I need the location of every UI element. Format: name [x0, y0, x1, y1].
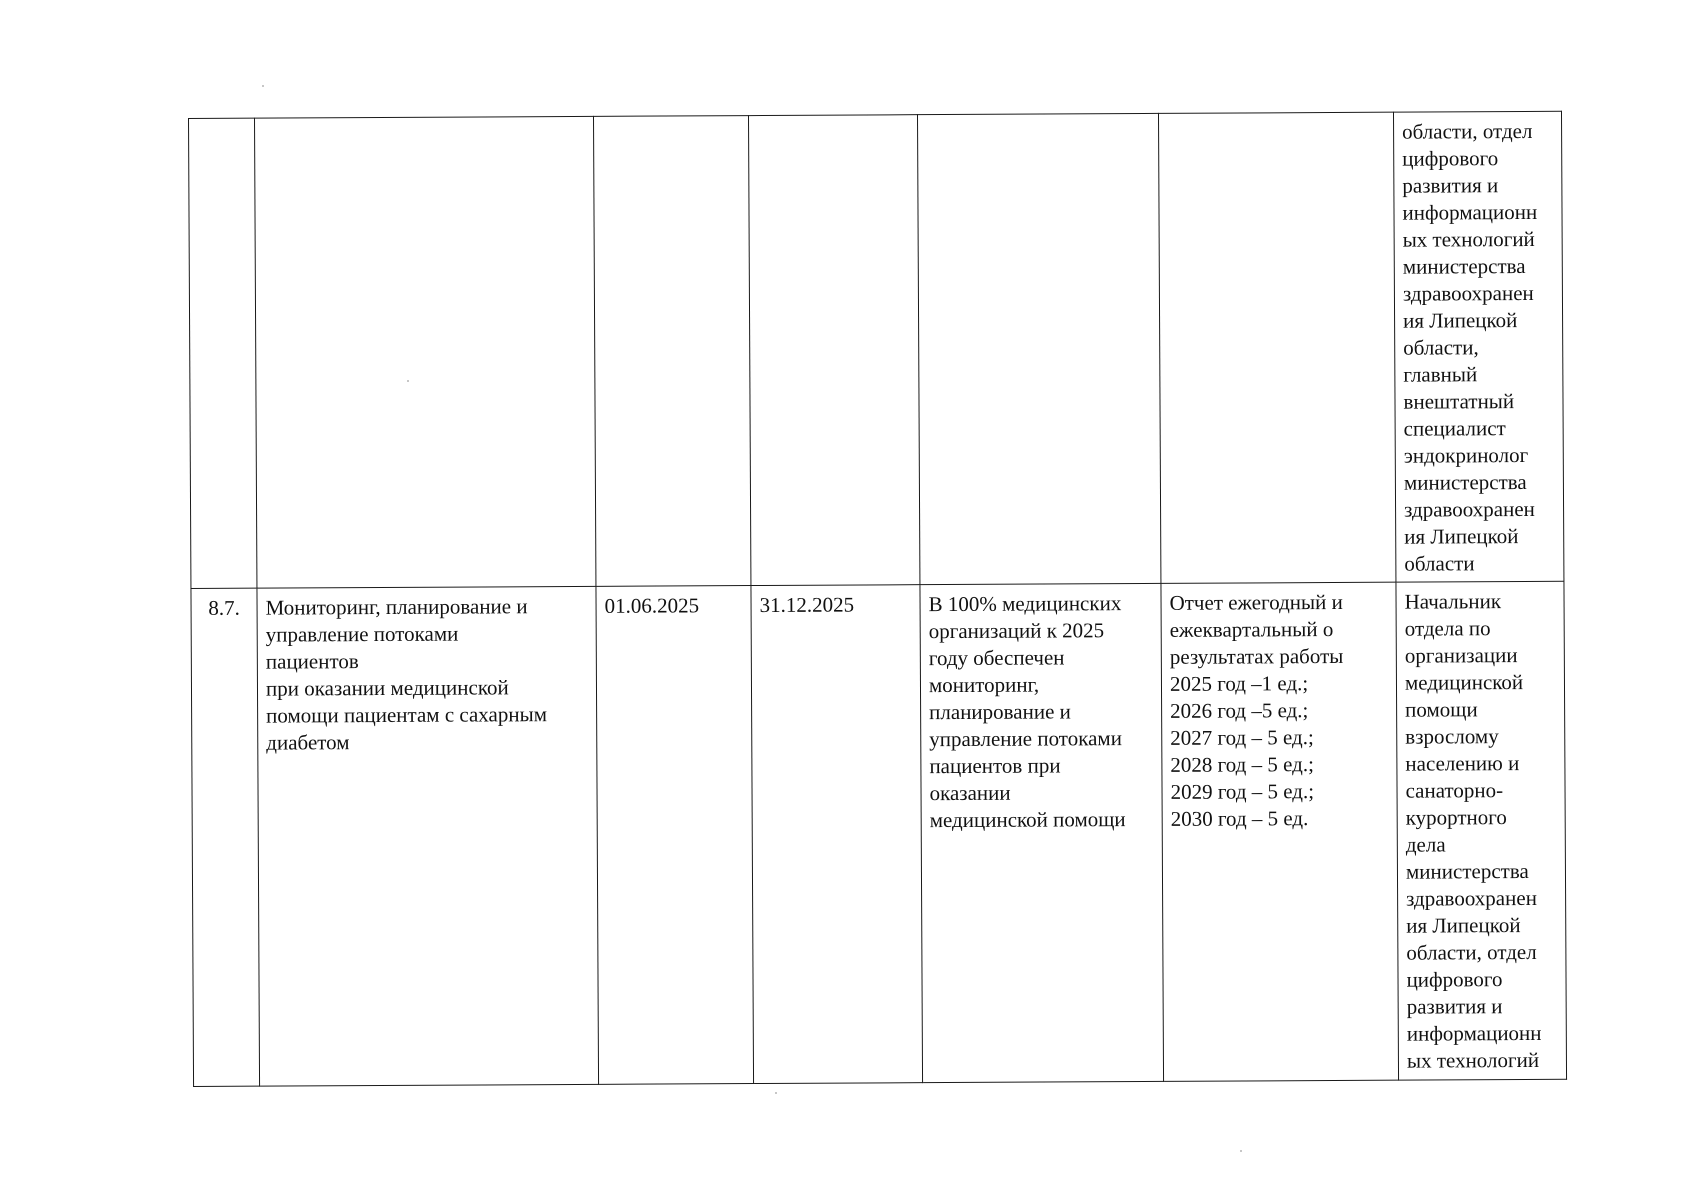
- cell-expected-result: [917, 113, 1160, 584]
- responsible-line: населению и: [1405, 751, 1520, 776]
- responsible-line: ых технологий: [1406, 1047, 1540, 1073]
- responsible-line: специалист: [1403, 416, 1506, 441]
- responsible-line: эндокринолог: [1403, 442, 1529, 468]
- scan-speck: [1240, 1150, 1242, 1152]
- cell-number: [189, 118, 257, 588]
- activity-table: [188, 111, 1567, 1087]
- responsible-line: области,: [1403, 335, 1479, 360]
- table-row: [191, 581, 1567, 1086]
- cell-activity-name: [255, 116, 596, 588]
- scan-speck: [262, 85, 264, 87]
- responsible-line: области, отдел: [1406, 939, 1537, 965]
- responsible-line: цифрового: [1402, 146, 1499, 171]
- responsible-line: внештатный: [1403, 389, 1515, 414]
- responsible-line: развития и: [1402, 173, 1499, 198]
- cell-end-date: 31.12.2025: [751, 585, 923, 1084]
- cell-responsible: [1396, 581, 1567, 1080]
- responsible-line: ия Липецкой: [1404, 524, 1519, 549]
- responsible-line: Начальник: [1404, 589, 1502, 614]
- cell-end-date: [748, 115, 919, 586]
- cell-control-type: Отчет ежегодный и ежеквартальный о результатах работы 2025 год –1 ед.; 2026 год –5 ед.; 2027 год – 5 ед.; 2028 год – 5 ед.; 2029 год – 5 ед.; 2030 год – 5 ед.: [1161, 582, 1399, 1081]
- responsible-line: отдела по: [1404, 616, 1491, 641]
- cell-activity-name: Мониторинг, планирование и управление потоками пациентов при оказании медицинской помощи пациентам с сахарным диабетом: [257, 586, 599, 1086]
- responsible-line: области: [1404, 551, 1475, 576]
- cell-start-date: [593, 116, 750, 587]
- scan-speck: [775, 1092, 777, 1094]
- cell-number: 8.7.: [191, 588, 260, 1086]
- responsible-line: министерства: [1405, 858, 1529, 884]
- responsible-line: взрослому: [1405, 724, 1499, 749]
- responsible-line: ия Липецкой: [1406, 913, 1521, 938]
- responsible-line: информационн: [1402, 199, 1538, 225]
- scan-speck: [407, 380, 409, 382]
- responsible-line: дела: [1405, 832, 1446, 857]
- cell-expected-result: В 100% медицинских организаций к 2025 году обеспечен мониторинг, планирование и управление потоками пациентов при оказании медицинской помощи: [920, 583, 1164, 1082]
- responsible-line: цифрового: [1406, 967, 1503, 992]
- responsible-line: министерства: [1402, 253, 1526, 279]
- responsible-line: области, отдел: [1402, 118, 1533, 144]
- responsible-line: здравоохранен: [1404, 496, 1535, 522]
- responsible-line: главный: [1403, 362, 1478, 387]
- responsible-line: информационн: [1406, 1020, 1542, 1046]
- responsible-line: помощи: [1405, 697, 1478, 722]
- responsible-line: медицинской: [1404, 670, 1524, 695]
- responsible-line: санаторно-: [1405, 778, 1504, 803]
- table-row: [189, 111, 1564, 588]
- responsible-line: организации: [1404, 643, 1518, 668]
- responsible-line: министерства: [1403, 469, 1527, 495]
- cell-control-type: [1158, 112, 1395, 583]
- responsible-line: ия Липецкой: [1403, 308, 1518, 333]
- responsible-line: развития и: [1406, 994, 1503, 1019]
- responsible-line: ых технологий: [1402, 226, 1535, 252]
- responsible-line: курортного: [1405, 805, 1507, 830]
- cell-responsible: [1393, 111, 1563, 582]
- responsible-line: здравоохранен: [1402, 280, 1534, 306]
- responsible-line: здравоохранен: [1406, 885, 1537, 911]
- cell-start-date: 01.06.2025: [596, 586, 754, 1085]
